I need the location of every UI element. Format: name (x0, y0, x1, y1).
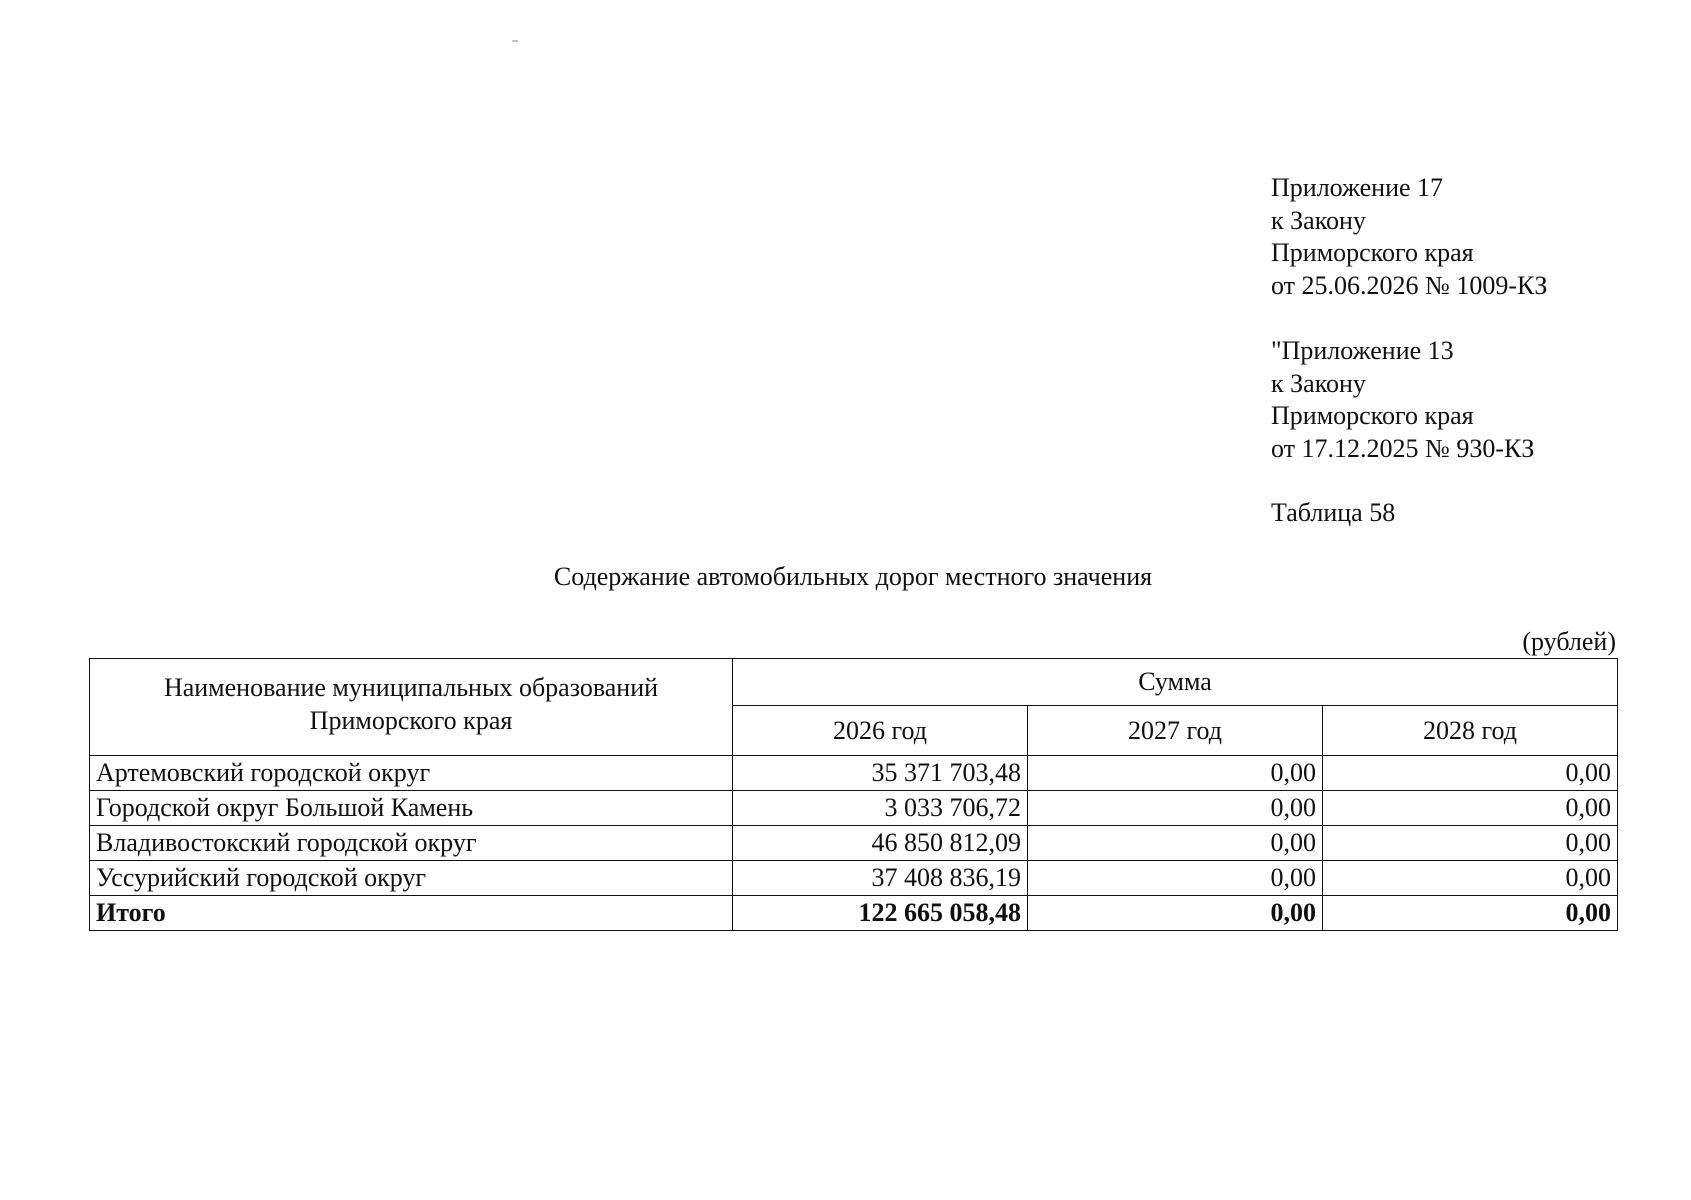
amount-2027: 0,00 (1028, 826, 1323, 861)
appendix-original-line-2: к Закону (1271, 368, 1366, 398)
amount-2027: 0,00 (1028, 791, 1323, 826)
appendix-current-line-4: от 25.06.2026 № 1009-КЗ (1271, 270, 1548, 300)
total-2028: 0,00 (1323, 896, 1618, 931)
column-header-year-2027: 2027 год (1028, 706, 1323, 756)
appendix-original-line-4: от 17.12.2025 № 930-КЗ (1271, 433, 1535, 463)
column-header-municipality (90, 659, 733, 756)
total-label: Итого (90, 896, 733, 931)
column-header-year-2026: 2026 год (733, 706, 1028, 756)
appendix-current-line-1: Приложение 17 (1271, 173, 1444, 202)
amount-2028: 0,00 (1323, 861, 1618, 896)
scan-speck (512, 40, 518, 42)
table-row (90, 826, 1618, 861)
document-title: Содержание автомобильных дорог местного значения (553, 562, 1153, 591)
amount-2026: 37 408 836,19 (733, 861, 1028, 896)
units-label: (рублей) (1522, 627, 1616, 656)
municipality-name: Городской округ Большой Камень (90, 791, 733, 826)
table-row (90, 791, 1618, 826)
column-header-municipality-line-1: Наименование муниципальных образований (163, 673, 659, 702)
appendix-current-line-3: Приморского края (1271, 238, 1474, 267)
municipality-name: Артемовский городской округ (90, 756, 733, 791)
amount-2026: 46 850 812,09 (733, 826, 1028, 861)
table-row (90, 756, 1618, 791)
budget-table (89, 658, 1618, 931)
amount-2027: 0,00 (1028, 861, 1323, 896)
table-row (90, 861, 1618, 896)
amount-2026: 3 033 706,72 (733, 791, 1028, 826)
appendix-current-line-2: к Закону (1271, 205, 1366, 235)
appendix-original-reference (1271, 335, 1534, 465)
municipality-name: Уссурийский городской округ (90, 861, 733, 896)
total-2027: 0,00 (1028, 896, 1323, 931)
amount-2028: 0,00 (1323, 791, 1618, 826)
total-2026: 122 665 058,48 (733, 896, 1028, 931)
column-header-municipality-line-2: Приморского края (309, 706, 513, 735)
amount-2027: 0,00 (1028, 756, 1323, 791)
column-header-year-2028: 2028 год (1323, 706, 1618, 756)
appendix-original-line-1: "Приложение 13 (1271, 336, 1454, 365)
appendix-original-line-3: Приморского края (1271, 401, 1474, 430)
column-header-sum: Сумма (733, 659, 1618, 706)
amount-2028: 0,00 (1323, 826, 1618, 861)
amount-2026: 35 371 703,48 (733, 756, 1028, 791)
table-number: Таблица 58 (1271, 498, 1396, 527)
appendix-current-reference (1271, 172, 1547, 302)
amount-2028: 0,00 (1323, 756, 1618, 791)
total-row (90, 896, 1618, 931)
municipality-name: Владивостокский городской округ (90, 826, 733, 861)
